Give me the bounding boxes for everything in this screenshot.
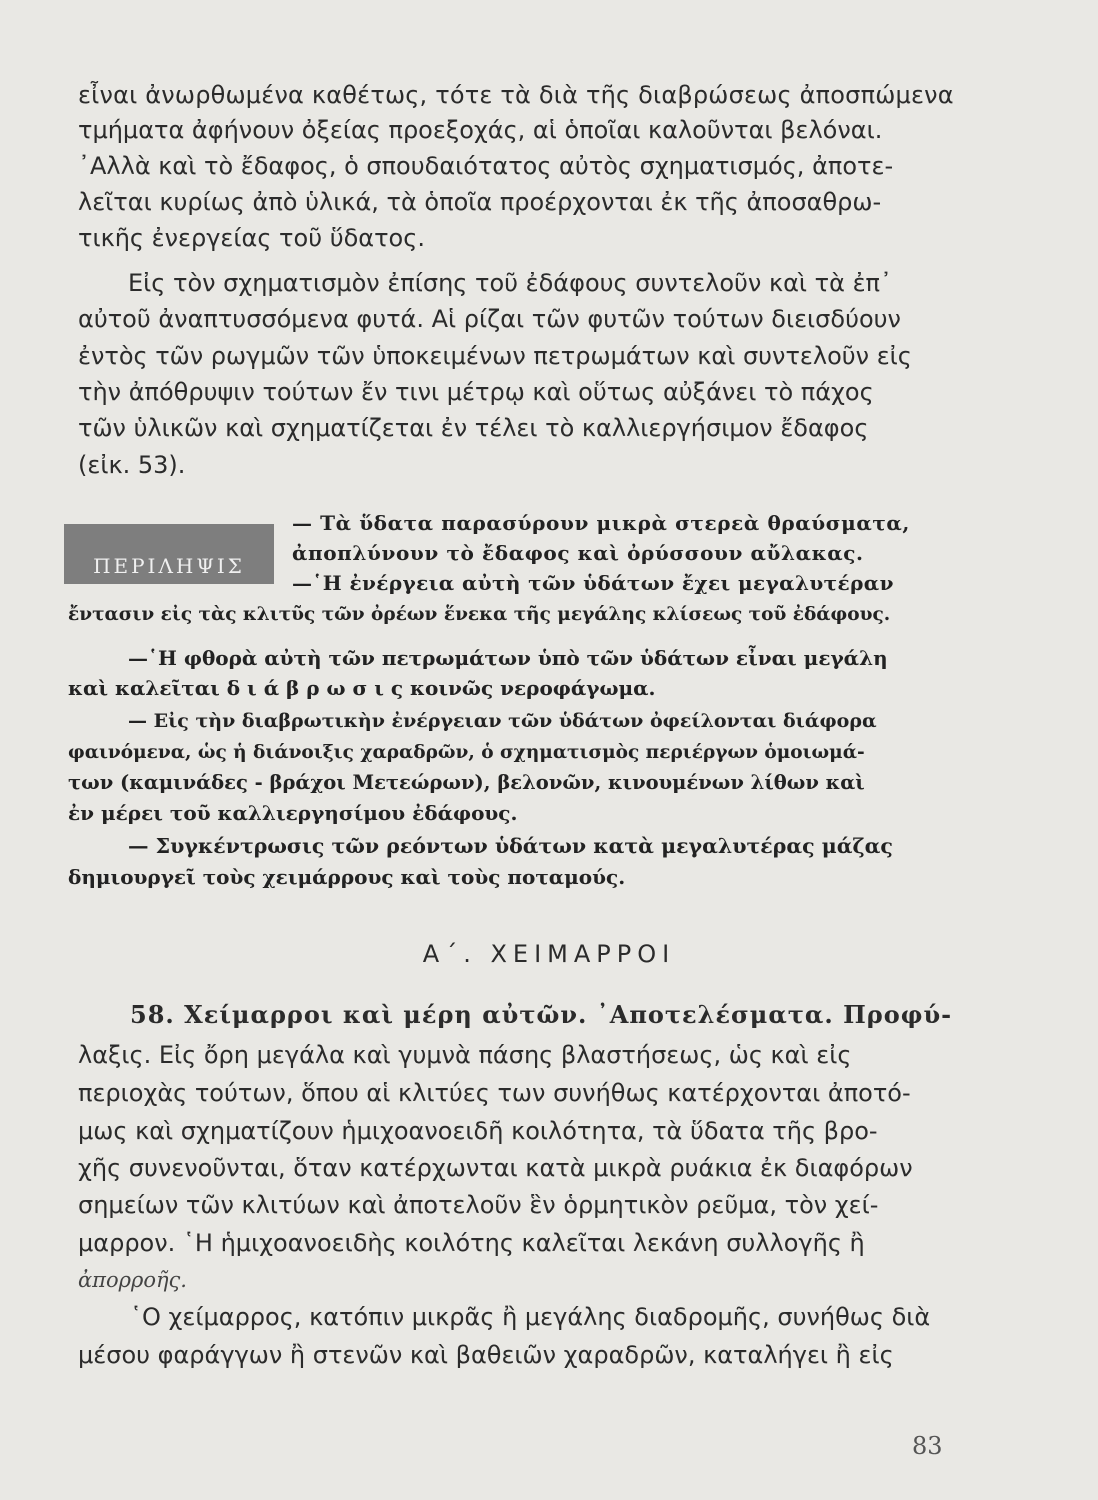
summary-line-3: —῾Η ἐνέργεια αὐτὴ τῶν ὑδάτων ἔχει μεγαλυτέραν: [292, 571, 894, 595]
section-line-1: λαξις. Εἰς ὄρη μεγάλα καὶ γυμνὰ πάσης βλαστήσεως, ὡς καὶ εἰς: [78, 1041, 852, 1069]
para4-line-1: ῾Ο χείμαρρος, κατόπιν μικρᾶς ἢ μεγάλης διαδρομῆς, συνήθως διὰ: [130, 1303, 931, 1331]
para2-line-1: Εἰς τὸν σχηματισμὸν ἐπίσης τοῦ ἐδάφους συντελοῦν καὶ τὰ ἐπ᾿: [128, 269, 893, 297]
section-58-title: 58. Χείμαρροι καὶ μέρη αὐτῶν. ᾿Αποτελέσματα. Προφύ-: [130, 1000, 953, 1029]
para2-line-2: αὐτοῦ ἀναπτυσσόμενα φυτά. Αἱ ρίζαι τῶν φυτῶν τούτων διεισδύουν: [78, 305, 901, 333]
section-line-2: περιοχὰς τούτων, ὅπου αἱ κλιτύες των συνήθως κατέρχονται ἀποτό-: [78, 1079, 911, 1107]
page-number: 83: [912, 1432, 943, 1460]
summary-line-9: των (καμινάδες - βράχοι Μετεώρων), βελονῶν, κινουμένων λίθων καὶ: [68, 771, 865, 794]
para1-line-3: ᾿Αλλὰ καὶ τὸ ἔδαφος, ὁ σπουδαιότατος αὐτὸς σχηματισμός, ἀποτε-: [78, 152, 894, 180]
para1-line-2: τμήματα ἀφήνουν ὀξείας προεξοχάς, αἱ ὁποῖαι καλοῦνται βελόναι.: [78, 116, 883, 144]
section-line-5: σημείων τῶν κλιτύων καὶ ἀποτελοῦν ἓν ὁρμητικὸν ρεῦμα, τὸν χεί-: [78, 1191, 879, 1219]
summary-line-7: — Εἰς τὴν διαβρωτικὴν ἐνέργειαν τῶν ὑδάτων ὀφείλονται διάφορα: [128, 710, 877, 732]
para2-line-4: τὴν ἀπόθρυψιν τούτων ἔν τινι μέτρῳ καὶ οὕτως αὐξάνει τὸ πάχος: [78, 378, 874, 406]
para4-line-2: μέσου φαράγγων ἢ στενῶν καὶ βαθειῶν χαραδρῶν, καταλήγει ἢ εἰς: [78, 1341, 894, 1369]
section-heading: Α΄. ΧΕΙΜΑΡΡΟΙ: [422, 940, 676, 968]
para2-line-6: (εἰκ. 53).: [78, 451, 186, 479]
para1-line-4: λεῖται κυρίως ἀπὸ ὑλικά, τὰ ὁποῖα προέρχονται ἐκ τῆς ἀποσαθρω-: [78, 188, 882, 216]
summary-line-2: ἀποπλύνουν τὸ ἔδαφος καὶ ὀρύσσουν αὔλακας.: [292, 541, 864, 565]
section-line-3: μως καὶ σχηματίζουν ἡμιχοανοειδῆ κοιλότητα, τὰ ὕδατα τῆς βρο-: [78, 1117, 878, 1145]
summary-badge: ΠΕΡΙΛΗΨΙΣ: [64, 524, 274, 584]
para1-line-5: τικῆς ἐνεργείας τοῦ ὕδατος.: [78, 224, 425, 252]
section-line-6: μαρρον. ῾Η ἡμιχοανοειδὴς κοιλότης καλεῖται λεκάνη συλλογῆς ἢ: [78, 1229, 865, 1257]
summary-line-5: —῾Η φθορὰ αὐτὴ τῶν πετρωμάτων ὑπὸ τῶν ὑδάτων εἶναι μεγάλη: [128, 646, 888, 670]
summary-line-1: — Τὰ ὕδατα παρασύρουν μικρὰ στερεὰ θραύσματα,: [292, 511, 910, 535]
summary-line-6: καὶ καλεῖται δ ι ά β ρ ω σ ι ς κοινῶς νεροφάγωμα.: [68, 676, 656, 700]
summary-line-8: φαινόμενα, ὡς ἡ διάνοιξις χαραδρῶν, ὁ σχηματισμὸς περιέργων ὁμοιωμά-: [68, 742, 865, 763]
summary-line-10: ἐν μέρει τοῦ καλλιεργησίμου ἐδάφους.: [68, 801, 518, 825]
summary-line-4: ἔντασιν εἰς τὰς κλιτῦς τῶν ὀρέων ἕνεκα τῆς μεγάλης κλίσεως τοῦ ἐδάφους.: [68, 604, 891, 625]
para1-line-1: εἶναι ἀνωρθωμένα καθέτως, τότε τὰ διὰ τῆς διαβρώσεως ἀποσπώμενα: [78, 81, 954, 109]
summary-line-12: δημιουργεῖ τοὺς χειμάρρους καὶ τοὺς ποταμούς.: [68, 865, 626, 889]
summary-line-11: — Συγκέντρωσις τῶν ρεόντων ὑδάτων κατὰ μεγαλυτέρας μάζας: [128, 834, 893, 858]
section-line-4: χῆς συνενοῦνται, ὅταν κατέρχωνται κατὰ μικρὰ ρυάκια ἐκ διαφόρων: [78, 1154, 913, 1182]
para2-line-3: ἐντὸς τῶν ρωγμῶν τῶν ὑποκειμένων πετρωμάτων καὶ συντελοῦν εἰς: [78, 342, 912, 370]
para2-line-5: τῶν ὑλικῶν καὶ σχηματίζεται ἐν τέλει τὸ καλλιεργήσιμον ἔδαφος: [78, 414, 869, 442]
section-line-7: ἀπορροῆς.: [78, 1268, 187, 1292]
